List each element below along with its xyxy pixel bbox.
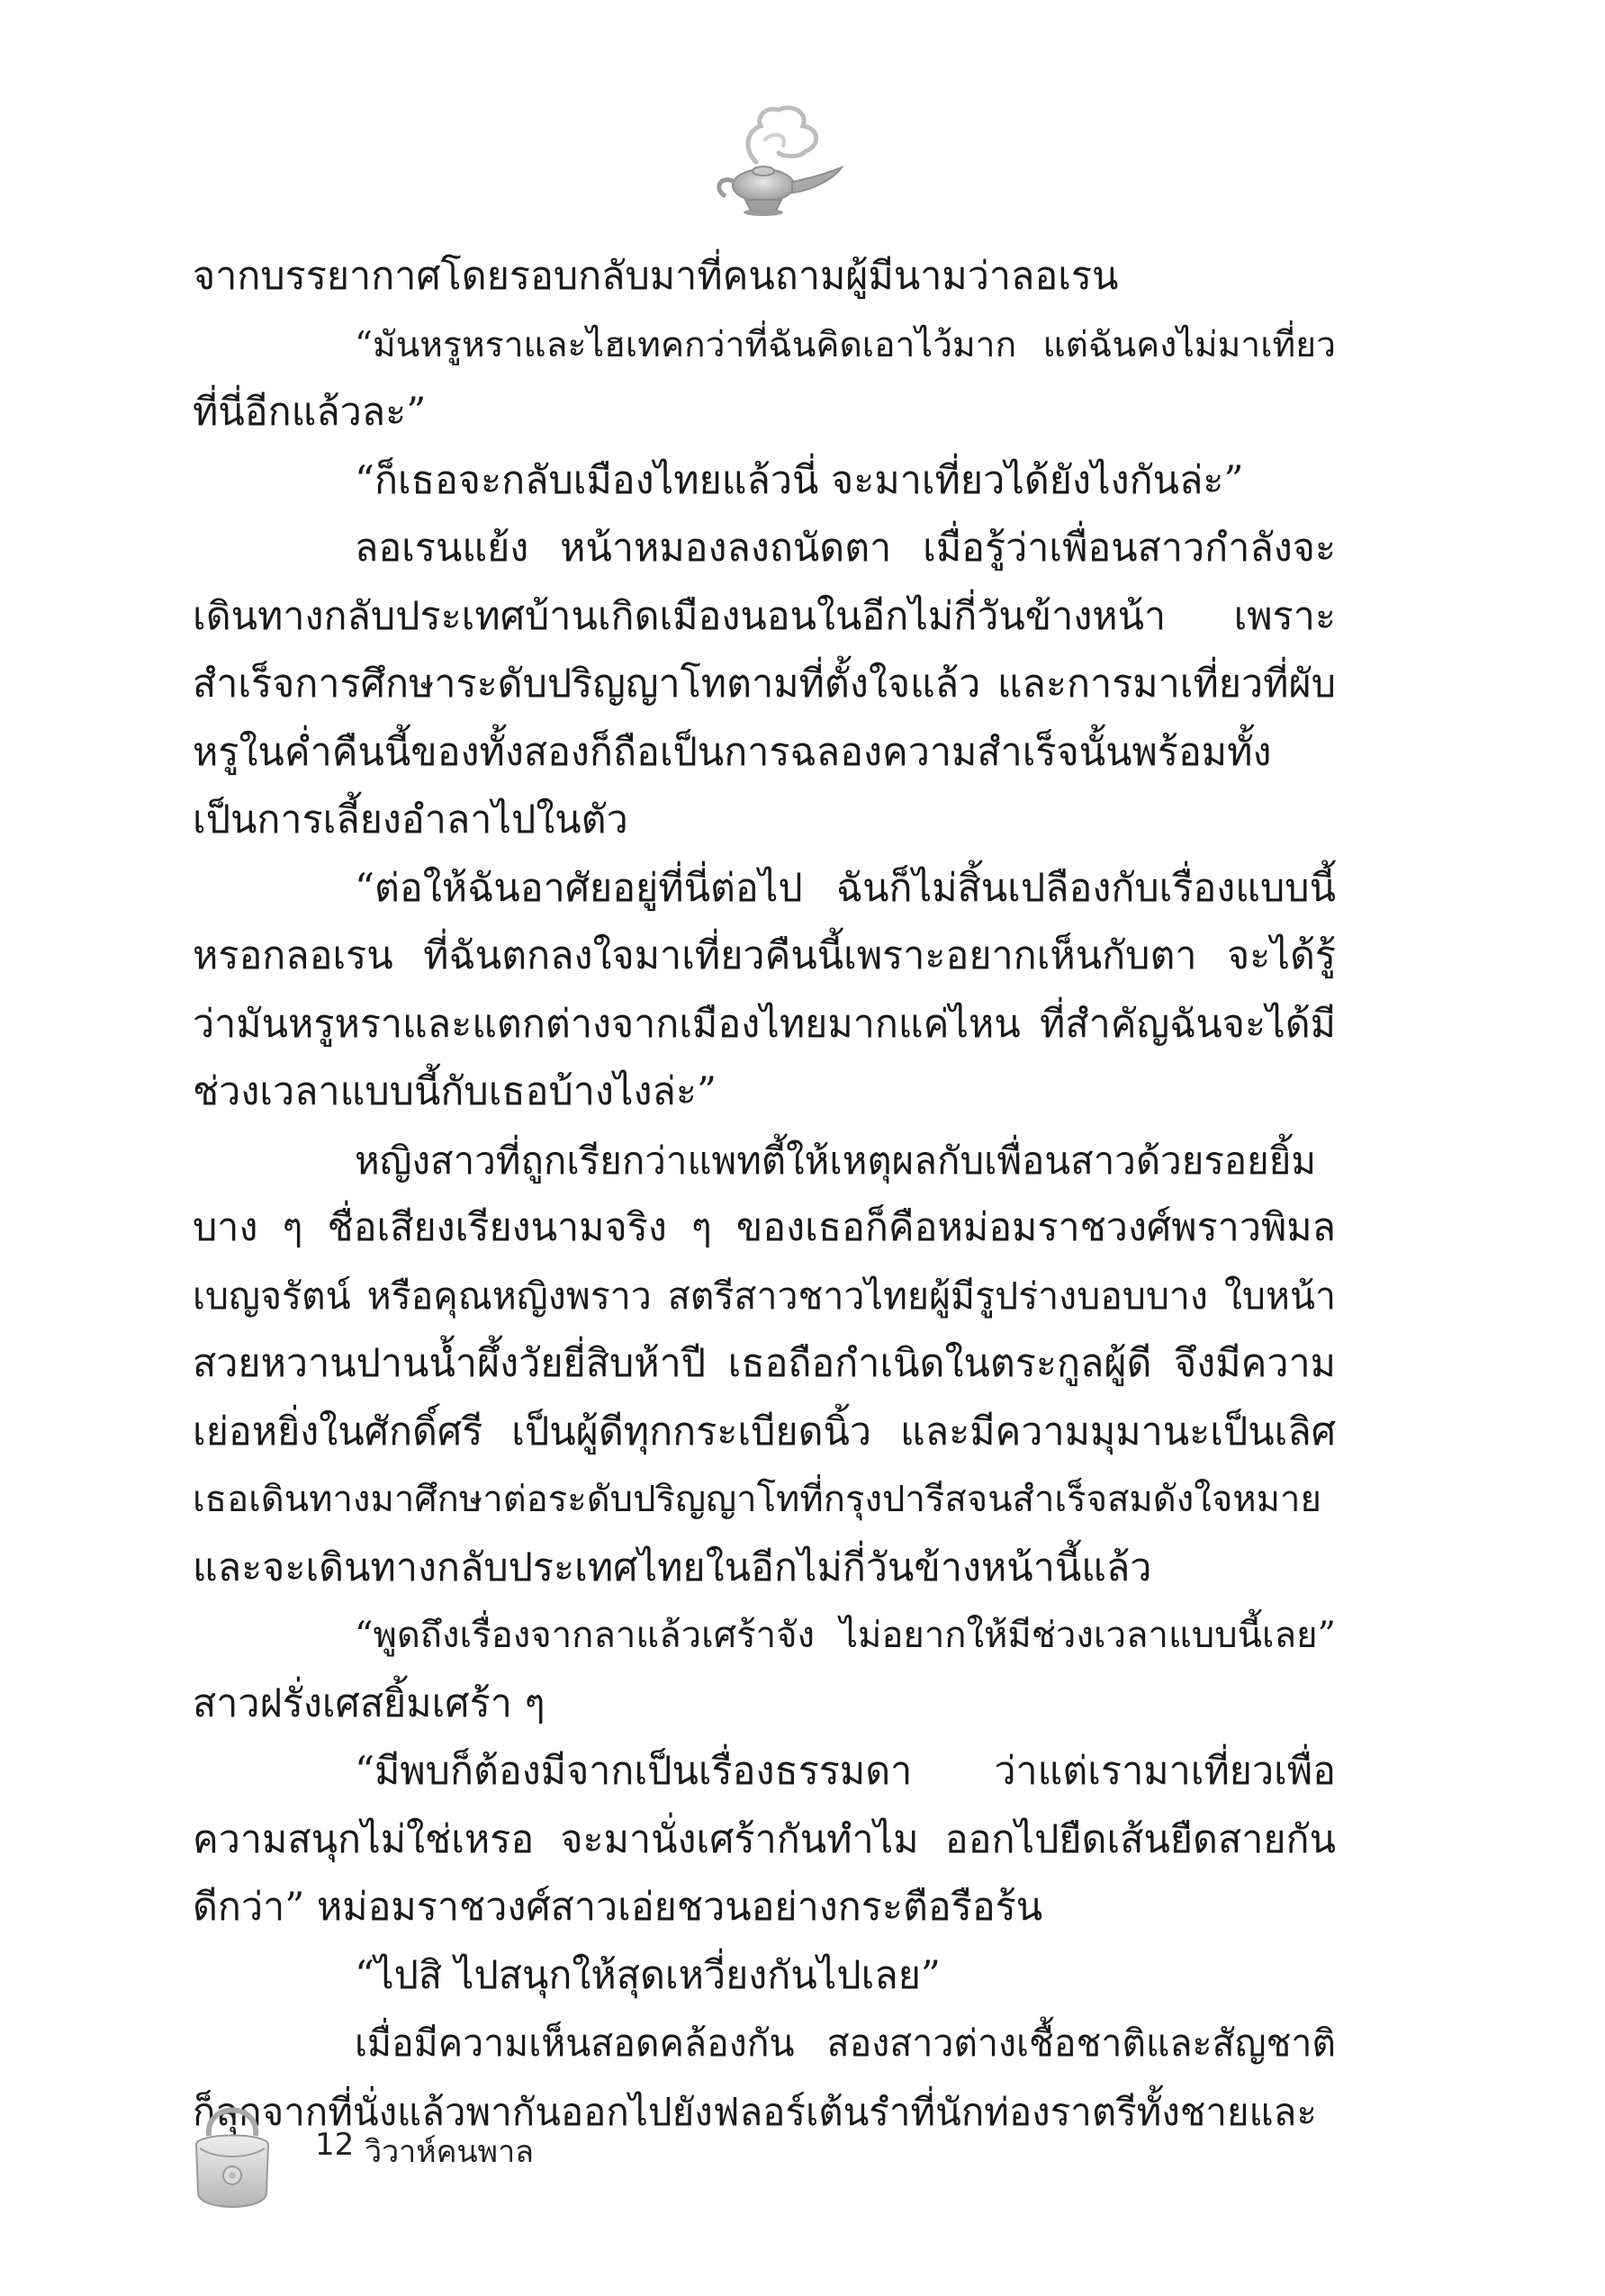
- text-line: “ก็เธอจะกลับเมืองไทยแล้วนี่ จะมาเที่ยวได้ยังไงกันล่ะ”: [355, 457, 1244, 503]
- text-line: หญิงสาวที่ถูกเรียกว่าแพทตี้ให้เหตุผลกับเพื่อนสาวด้วยรอยยิ้ม: [355, 1138, 1317, 1183]
- text-line: สวยหวานปานน้ำผึ้งวัยยี่สิบห้าปี เธอถือกำเนิดในตระกูลผู้ดี จึงมีความ: [193, 1341, 1336, 1386]
- text-line: ช่วงเวลาแบบนี้กับเธอบ้างไงล่ะ”: [193, 1069, 717, 1114]
- text-line: ความสนุกไม่ใช่เหรอ จะมานั่งเศร้ากันทำไม ออกไปยืดเส้นยืดสายกัน: [193, 1816, 1336, 1862]
- body-text: [193, 243, 1336, 2146]
- page-footer: [189, 2093, 729, 2219]
- text-line: สาวฝรั่งเศสยิ้มเศร้า ๆ: [193, 1680, 546, 1726]
- text-line: “มีพบก็ต้องมีจากเป็นเรื่องธรรมดา ว่าแต่เรามาเที่ยวเพื่อ: [355, 1749, 1336, 1794]
- text-line: เบญจรัตน์ หรือคุณหญิงพราว สตรีสาวชาวไทยผู้มีรูปร่างบอบบาง ใบหน้า: [193, 1274, 1336, 1318]
- magic-lamp-icon: [693, 99, 846, 234]
- text-line: เมื่อมีความเห็นสอดคล้องกัน สองสาวต่างเชื้อชาติและสัญชาติ: [355, 2021, 1336, 2065]
- text-line: เป็นการเลี้ยงอำลาไปในตัว: [193, 797, 628, 842]
- book-title: วิวาห์คนพาล: [365, 2134, 535, 2170]
- text-line: สำเร็จการศึกษาระดับปริญญาโทตามที่ตั้งใจแล้ว และการมาเที่ยวที่ผับ: [193, 662, 1336, 707]
- text-line: ดีกว่า” หม่อมราชวงศ์สาวเอ่ยชวนอย่างกระตือรือร้น: [193, 1885, 1043, 1930]
- text-line: เธอเดินทางมาศึกษาต่อระดับปริญญาโทที่กรุงปารีสจนสำเร็จสมดังใจหมาย: [193, 1479, 1321, 1520]
- text-line: จากบรรยากาศโดยรอบกลับมาที่คนถามผู้มีนามว่าลอเรน: [193, 254, 1119, 299]
- text-line: ก็ลุกจากที่นั่งแล้วพากันออกไปยังฟลอร์เต้นรำที่นักท่องราตรีทั้งชายและ: [193, 2089, 1317, 2134]
- text-line: ที่นี่อีกแล้วละ”: [193, 390, 427, 435]
- text-line: “ต่อให้ฉันอาศัยอยู่ที่นี่ต่อไป ฉันก็ไม่สิ้นเปลืองกับเรื่องแบบนี้: [355, 865, 1336, 911]
- handbag-icon: [189, 2093, 275, 2219]
- text-line: หรูในค่ำคืนนี้ของทั้งสองก็ถือเป็นการฉลองความสำเร็จนั้นพร้อมทั้ง: [193, 729, 1272, 775]
- text-line: และจะเดินทางกลับประเทศไทยในอีกไม่กี่วันข้างหน้านี้แล้ว: [193, 1544, 1152, 1590]
- page-number: 12: [315, 2127, 355, 2163]
- text-line: “ไปสิ ไปสนุกให้สุดเหวี่ยงกันไปเลย”: [355, 1952, 941, 1998]
- text-line: “พูดถึงเรื่องจากลาแล้วเศร้าจัง ไม่อยากให้มีช่วงเวลาแบบนี้เลย”: [355, 1615, 1336, 1656]
- text-line: ว่ามันหรูหราและแตกต่างจากเมืองไทยมากแค่ไหน ที่สำคัญฉันจะได้มี: [193, 1001, 1336, 1047]
- text-line: บาง ๆ ชื่อเสียงเรียงนามจริง ๆ ของเธอก็คือหม่อมราชวงศ์พราวพิมล: [193, 1205, 1336, 1250]
- text-line: ลอเรนแย้ง หน้าหมองลงถนัดตา เมื่อรู้ว่าเพื่อนสาวกำลังจะ: [355, 526, 1336, 571]
- text-line: “มันหรูหราและไฮเทคกว่าที่ฉันคิดเอาไว้มาก แต่ฉันคงไม่มาเที่ยว: [355, 324, 1336, 365]
- text-line: เย่อหยิ่งในศักดิ์ศรี เป็นผู้ดีทุกกระเบียดนิ้ว และมีความมุมานะเป็นเลิศ: [193, 1409, 1336, 1454]
- text-line: เดินทางกลับประเทศบ้านเกิดเมืองนอนในอีกไม่กี่วันข้างหน้า เพราะ: [193, 593, 1336, 639]
- text-line: หรอกลอเรน ที่ฉันตกลงใจมาเที่ยวคืนนี้เพราะอยากเห็นกับตา จะได้รู้: [193, 933, 1336, 978]
